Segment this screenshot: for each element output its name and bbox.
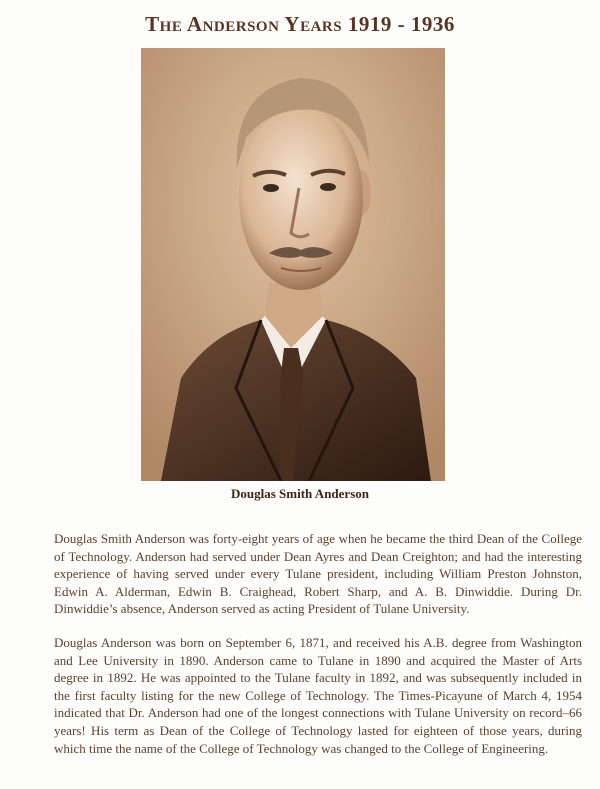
portrait-face bbox=[239, 106, 363, 290]
biography-paragraph-1: Douglas Smith Anderson was forty-eight years of age when he became the third Dean of the College of Technology. Anderson had served under Dean Ayres and Dean Creighton; and had the interesting experience of having served under every Tulane president, including William Preston Johnston, Edwin A. Alderman, Edwin B. Craighead, Robert Sharp, and A. B. Dinwiddie. During Dr. Dinwiddie’s absence, Anderson served as acting President of Tulane University. bbox=[54, 531, 582, 617]
portrait-photo bbox=[141, 48, 445, 481]
portrait-caption: Douglas Smith Anderson bbox=[231, 486, 369, 501]
page-title: The Anderson Years 1919 - 1936 bbox=[145, 12, 455, 36]
portrait-illustration bbox=[141, 48, 445, 481]
biography-paragraph-2: Douglas Anderson was born on September 6, 1871, and received his A.B. degree from Washington and Lee University in 1890. Anderson came to Tulane in 1890 and acquired the Master of Arts degree in 1892. He was appointed to the Tulane faculty in 1892, and was subsequently included in the first faculty listing for the new College of Technology. The Times-Picayune of March 4, 1954 indicated that Dr. Anderson had one of the longest connections with Tulane University on record–66 years! His term as Dean of the College of Technology lasted for eighteen of those years, during which time the name of the College of Technology was changed to the College of Engineering. bbox=[54, 635, 582, 756]
